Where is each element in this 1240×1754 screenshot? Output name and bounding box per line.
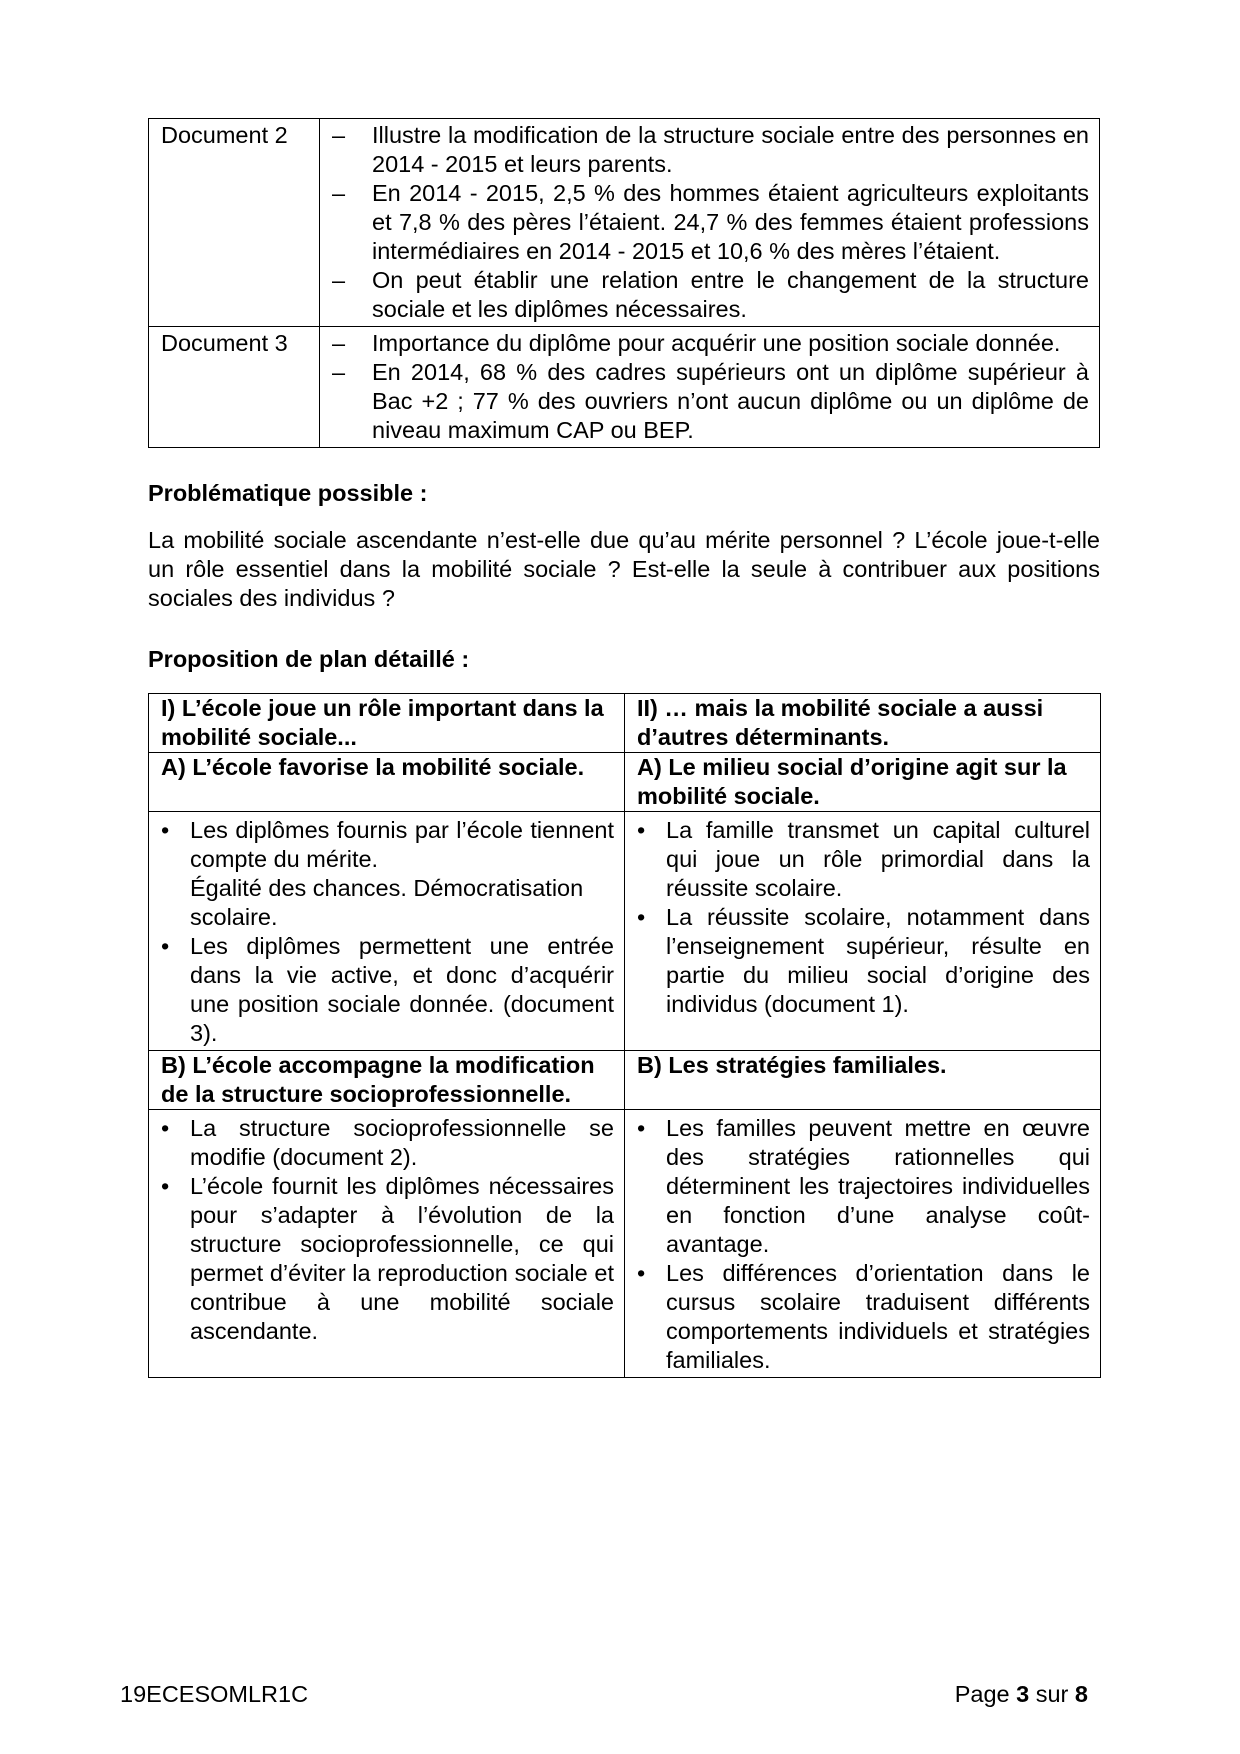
dash-item — [332, 121, 1089, 179]
dash-item — [332, 358, 1089, 445]
list-item — [637, 816, 1090, 903]
dash-item-text: Importance du diplôme pour acquérir une position sociale donnée. — [372, 330, 1061, 356]
list-item-text: La structure socioprofessionnelle se modifie (document 2). — [190, 1115, 614, 1170]
list-item — [637, 1259, 1090, 1375]
plan-parts-row — [149, 694, 1101, 753]
bullet-marker: • — [637, 1260, 646, 1286]
dash-item-text: Illustre la modification de la structure sociale entre des personnes en 2014 - 2015 et leurs parents. — [372, 122, 1089, 177]
bullet-marker: • — [161, 1115, 170, 1141]
bullet-marker: • — [161, 1173, 170, 1199]
dash-item-text: En 2014 - 2015, 2,5 % des hommes étaient agriculteurs exploitants et 7,8 % des pères l’étaient. 24,7 % des femmes étaient professions intermédiaires en 2014 - 2015 et 10,6 % des mères l’étaient. — [372, 180, 1089, 264]
part-2-b-title: B) Les stratégies familiales. — [625, 1051, 1101, 1110]
note-line: Égalité des chances. Démocratisation — [190, 875, 584, 901]
dash-item-text: En 2014, 68 % des cadres supérieurs ont un diplôme supérieur à Bac +2 ; 77 % des ouvriers n’ont aucun diplôme ou un diplôme de niveau maximum CAP ou BEP. — [372, 359, 1089, 443]
part-1-b-content — [149, 1110, 625, 1378]
document-summary — [320, 327, 1100, 448]
list-item-text: Les diplômes fournis par l’école tiennent compte du mérite. — [190, 817, 614, 872]
dash-marker: – — [332, 122, 346, 148]
bullet-marker: • — [637, 1115, 646, 1141]
part-1-b-title: B) L’école accompagne la modification de la structure socioprofessionnelle. — [149, 1051, 625, 1110]
list-item — [161, 1114, 614, 1172]
dash-item-text: On peut établir une relation entre le changement de la structure sociale et les diplômes nécessaires. — [372, 267, 1089, 322]
list-item-text: La famille transmet un capital culturel qui joue un rôle primordial dans la réussite scolaire. — [666, 817, 1090, 901]
problematique-text: La mobilité sociale ascendante n’est-elle due qu’au mérite personnel ? L’école joue-t-elle un rôle essentiel dans la mobilité sociale ? Est-elle la seule à contribuer aux positions sociales des individus ? — [148, 527, 1100, 611]
page-number — [955, 1680, 1088, 1709]
dash-marker: – — [332, 330, 346, 356]
bullet-marker: • — [637, 817, 646, 843]
part-1-title: I) L’école joue un rôle important dans la mobilité sociale... — [149, 694, 625, 753]
exam-code: 19ECESOMLR1C — [120, 1681, 309, 1707]
list-item — [161, 932, 614, 1048]
part-2-b-content — [625, 1110, 1101, 1378]
dash-item — [332, 266, 1089, 324]
dash-item — [332, 179, 1089, 266]
dash-marker: – — [332, 359, 346, 385]
dash-marker: – — [332, 267, 346, 293]
list-item-text: La réussite scolaire, notamment dans l’enseignement supérieur, résulte en partie du milieu social d’origine des individus (document 1). — [666, 904, 1090, 1017]
dash-item — [332, 329, 1089, 358]
document-label: Document 3 — [149, 327, 320, 448]
list-item — [161, 1172, 614, 1346]
problematique-heading: Problématique possible : — [148, 480, 428, 506]
list-item — [161, 816, 614, 874]
list-item — [637, 903, 1090, 1019]
plan-subpart-b-content-row — [149, 1110, 1101, 1378]
dash-marker: – — [332, 180, 346, 206]
plan-subpart-b-row — [149, 1051, 1101, 1110]
list-item-text: Les diplômes permettent une entrée dans la vie active, et donc d’acquérir une position sociale donnée. (document 3). — [190, 933, 614, 1046]
note-line: scolaire. — [190, 904, 278, 930]
document-label: Document 2 — [149, 119, 320, 327]
part-1-a-content — [149, 812, 625, 1051]
plan-table — [148, 693, 1101, 1378]
part-2-title: II) … mais la mobilité sociale a aussi d’autres déterminants. — [625, 694, 1101, 753]
document-summary — [320, 119, 1100, 327]
plan-heading: Proposition de plan détaillé : — [148, 646, 470, 672]
plan-subpart-a-row — [149, 753, 1101, 812]
part-1-a-title: A) L’école favorise la mobilité sociale. — [149, 753, 625, 812]
part-2-a-content — [625, 812, 1101, 1051]
list-item — [637, 1114, 1090, 1259]
document-3-row — [149, 327, 1100, 448]
plan-subpart-a-content-row — [149, 812, 1101, 1051]
current-page: 3 — [1016, 1681, 1030, 1707]
list-item-text: Les différences d’orientation dans le cursus scolaire traduisent différents comportements individuels et stratégies familiales. — [666, 1260, 1090, 1373]
list-item-text: Les familles peuvent mettre en œuvre des stratégies rationnelles qui déterminent les trajectoires individuelles en fonction d’une analyse coût-avantage. — [666, 1115, 1090, 1257]
document-2-row — [149, 119, 1100, 327]
part-2-a-title: A) Le milieu social d’origine agit sur la mobilité sociale. — [625, 753, 1101, 812]
total-pages: 8 — [1074, 1681, 1088, 1707]
documents-table — [148, 118, 1100, 448]
list-item-text: L’école fournit les diplômes nécessaires pour s’adapter à l’évolution de la structure socioprofessionnelle, ce qui permet d’éviter la reproduction sociale et contribue à une mobilité sociale ascendante. — [190, 1173, 614, 1344]
bullet-marker: • — [161, 933, 170, 959]
bullet-marker: • — [637, 904, 646, 930]
page-separator: sur — [1035, 1681, 1069, 1707]
page-label: Page — [954, 1681, 1010, 1707]
bullet-marker: • — [161, 817, 170, 843]
